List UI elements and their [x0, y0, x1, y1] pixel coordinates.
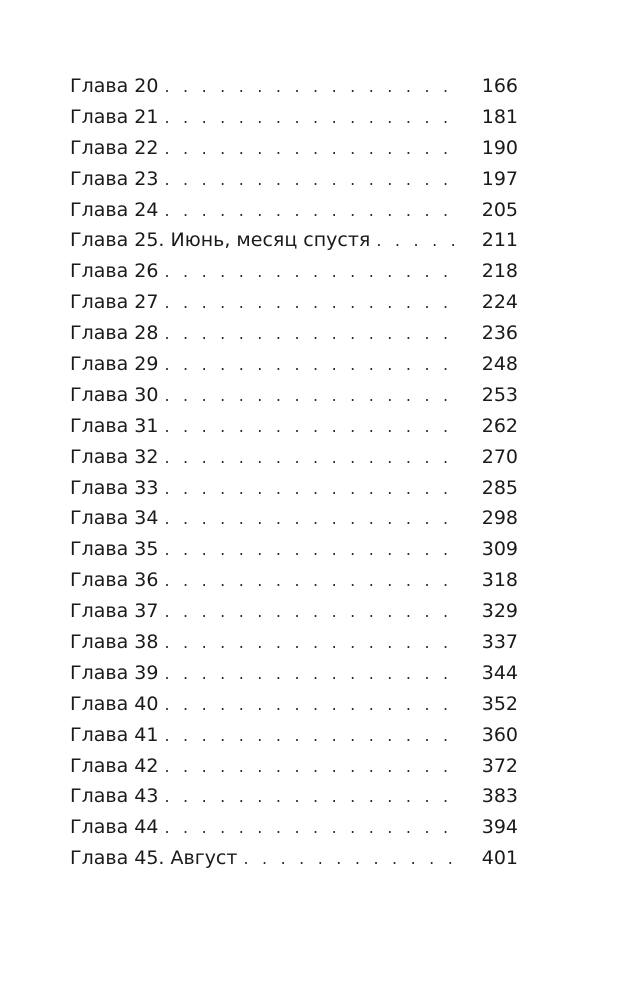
toc-entry-page-number: 344: [481, 661, 518, 684]
toc-entry[interactable]: [70, 380, 518, 411]
dot-leader: [164, 535, 462, 566]
toc-entry-page-number: 197: [481, 167, 518, 190]
toc-entry-title: Глава 42: [70, 754, 159, 777]
toc-entry-page-number: 329: [481, 600, 518, 623]
toc-entry-title: Глава 25. Июнь, месяц спустя: [70, 229, 371, 252]
dot-leader: [164, 350, 462, 381]
toc-entry[interactable]: [70, 689, 518, 720]
dot-leader: [164, 659, 462, 690]
toc-entry-title: Глава 40: [70, 692, 159, 715]
toc-entry-page-number: 236: [481, 322, 518, 345]
toc-entry-title: Глава 36: [70, 569, 159, 592]
toc-entry-title: Глава 24: [70, 198, 159, 221]
toc-entry-title: Глава 33: [70, 476, 159, 499]
dot-leader: [164, 134, 462, 165]
toc-entry[interactable]: [70, 71, 518, 102]
toc-entry-title: Глава 37: [70, 600, 159, 623]
toc-entry[interactable]: [70, 318, 518, 349]
dot-leader: [164, 721, 462, 752]
toc-entry-title: Глава 44: [70, 816, 159, 839]
toc-entry-page-number: 270: [481, 445, 518, 468]
toc-entry-title: Глава 45. Август: [70, 847, 238, 870]
toc-entry-title: Глава 21: [70, 105, 159, 128]
toc-entry-page-number: 352: [481, 692, 518, 715]
table-of-contents: [70, 71, 518, 874]
dot-leader: [164, 597, 462, 628]
toc-entry[interactable]: [70, 349, 518, 380]
toc-entry[interactable]: [70, 627, 518, 658]
toc-entry-page-number: 360: [481, 723, 518, 746]
dot-leader: [164, 813, 462, 844]
toc-entry-page-number: 372: [481, 754, 518, 777]
toc-entry-title: Глава 22: [70, 136, 159, 159]
toc-entry-title: Глава 43: [70, 785, 159, 808]
toc-entry-page-number: 224: [481, 291, 518, 314]
toc-entry-page-number: 394: [481, 816, 518, 839]
dot-leader: [243, 844, 462, 875]
toc-entry-page-number: 337: [481, 631, 518, 654]
toc-entry-page-number: 166: [481, 75, 518, 97]
dot-leader: [164, 103, 462, 134]
dot-leader: [164, 72, 462, 103]
toc-entry-title: Глава 39: [70, 661, 159, 684]
dot-leader: [164, 752, 462, 783]
toc-entry-page-number: 262: [481, 414, 518, 437]
toc-entry-title: Глава 30: [70, 383, 159, 406]
dot-leader: [164, 381, 462, 412]
toc-entry[interactable]: [70, 720, 518, 751]
toc-entry[interactable]: [70, 596, 518, 627]
dot-leader: [164, 196, 462, 227]
dot-leader: [164, 628, 462, 659]
dot-leader: [164, 474, 462, 505]
toc-entry[interactable]: [70, 781, 518, 812]
dot-leader: [164, 504, 462, 535]
toc-entry-page-number: 211: [481, 229, 518, 252]
toc-entry-page-number: 318: [481, 569, 518, 592]
toc-entry[interactable]: [70, 751, 518, 782]
toc-entry-title: Глава 26: [70, 260, 159, 283]
dot-leader: [376, 226, 462, 257]
toc-entry-page-number: 205: [481, 198, 518, 221]
toc-entry-page-number: 218: [481, 260, 518, 283]
toc-entry[interactable]: [70, 658, 518, 689]
dot-leader: [164, 288, 462, 319]
toc-entry[interactable]: [70, 195, 518, 226]
toc-entry-page-number: 401: [481, 847, 518, 870]
toc-entry-page-number: 248: [481, 353, 518, 376]
toc-entry[interactable]: [70, 812, 518, 843]
toc-entry[interactable]: [70, 225, 518, 256]
dot-leader: [164, 319, 462, 350]
toc-entry[interactable]: [70, 565, 518, 596]
toc-entry-title: Глава 20: [70, 75, 159, 97]
toc-entry-page-number: 285: [481, 476, 518, 499]
toc-entry[interactable]: [70, 256, 518, 287]
toc-entry-page-number: 309: [481, 538, 518, 561]
toc-entry-title: Глава 41: [70, 723, 159, 746]
toc-entry-page-number: 253: [481, 383, 518, 406]
toc-entry-title: Глава 34: [70, 507, 159, 530]
toc-entry-title: Глава 29: [70, 353, 159, 376]
dot-leader: [164, 412, 462, 443]
toc-entry-title: Глава 38: [70, 631, 159, 654]
dot-leader: [164, 566, 462, 597]
dot-leader: [164, 165, 462, 196]
toc-entry[interactable]: [70, 843, 518, 874]
toc-entry[interactable]: [70, 411, 518, 442]
dot-leader: [164, 443, 462, 474]
dot-leader: [164, 690, 462, 721]
toc-entry-page-number: 298: [481, 507, 518, 530]
toc-entry-title: Глава 31: [70, 414, 159, 437]
toc-entry[interactable]: [70, 503, 518, 534]
toc-entry-title: Глава 35: [70, 538, 159, 561]
toc-entry[interactable]: [70, 287, 518, 318]
dot-leader: [164, 257, 462, 288]
toc-entry-title: Глава 28: [70, 322, 159, 345]
toc-entry[interactable]: [70, 102, 518, 133]
toc-entry-title: Глава 27: [70, 291, 159, 314]
toc-entry[interactable]: [70, 164, 518, 195]
toc-entry[interactable]: [70, 534, 518, 565]
toc-entry[interactable]: [70, 473, 518, 504]
toc-entry-page-number: 190: [481, 136, 518, 159]
toc-entry[interactable]: [70, 442, 518, 473]
toc-entry-title: Глава 23: [70, 167, 159, 190]
toc-entry-page-number: 181: [481, 105, 518, 128]
toc-entry-title: Глава 32: [70, 445, 159, 468]
toc-entry[interactable]: [70, 133, 518, 164]
dot-leader: [164, 782, 462, 813]
toc-entry-page-number: 383: [481, 785, 518, 808]
